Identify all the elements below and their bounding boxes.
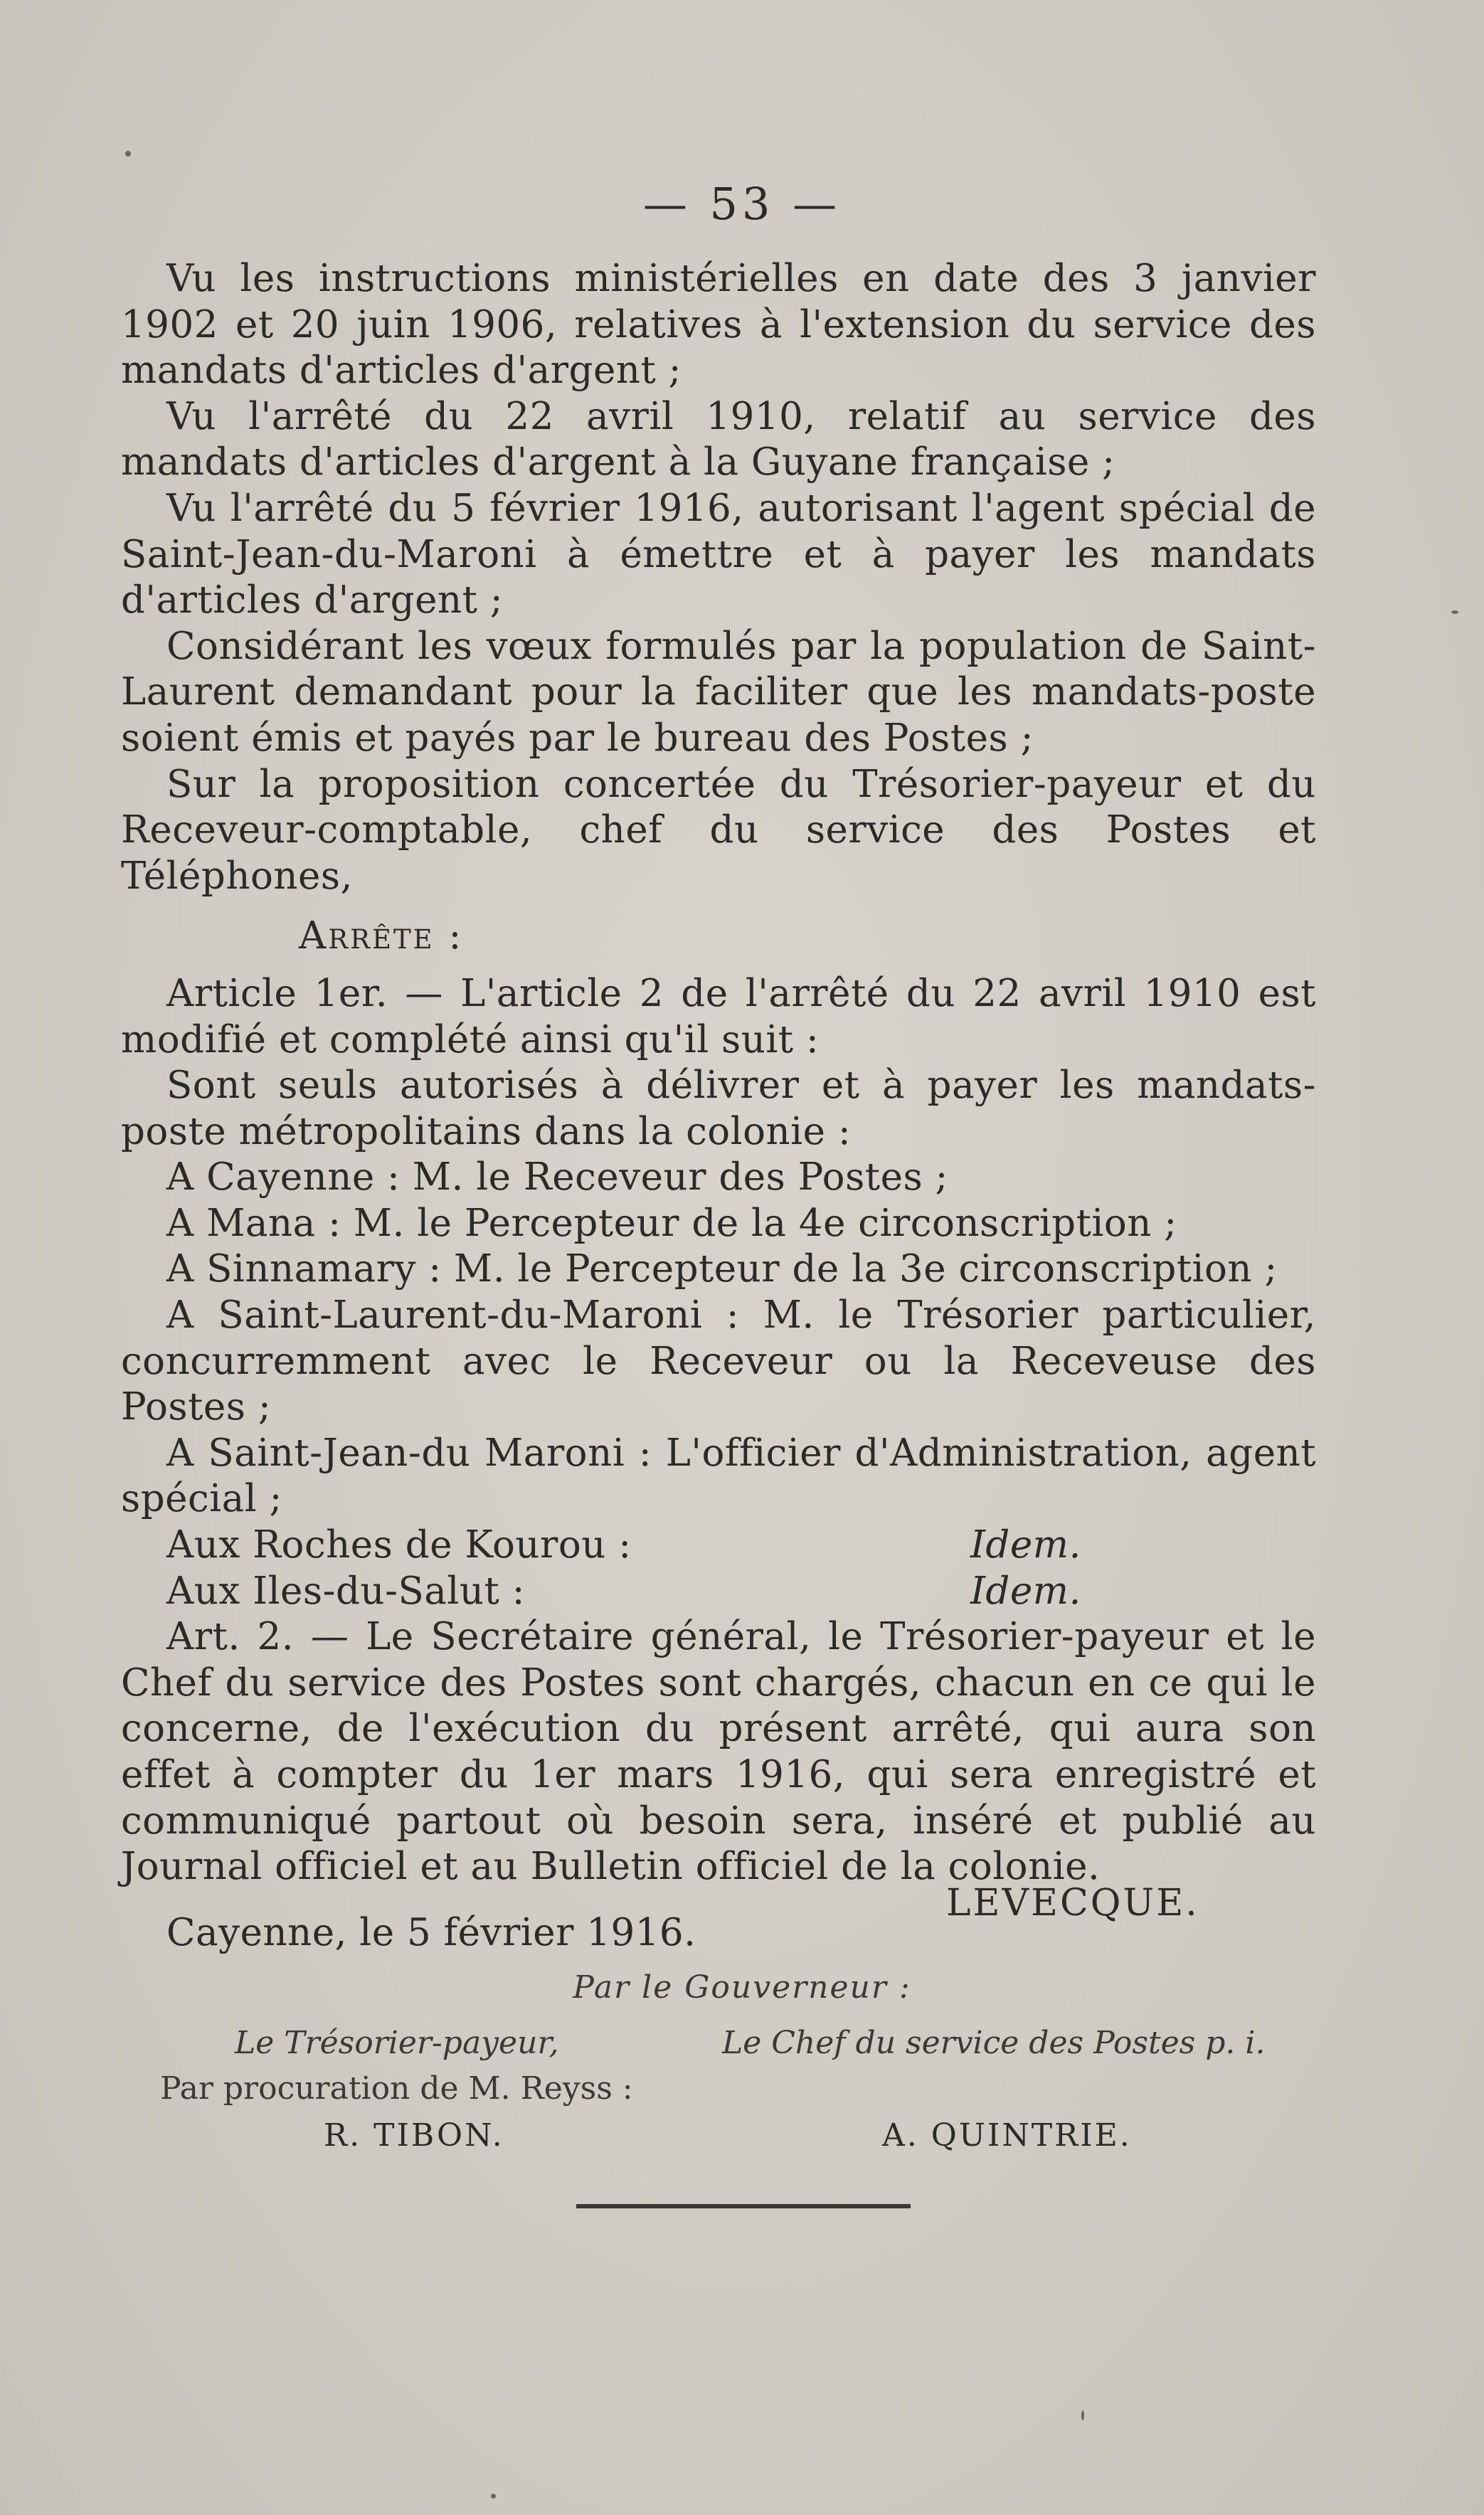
place-label: Aux Roches de Kourou : [166, 1523, 632, 1567]
list-item-iles-du-salut [121, 1569, 1316, 1615]
idem-label: Idem. [970, 1523, 1081, 1567]
idem-label: Idem. [970, 1569, 1081, 1613]
paragraph-vu-instructions: Vu les instructions ministérielles en date des 3 janvier 1902 et 20 juin 1906, relatives à l'extension du service des mandats d'articles d'argent ; [121, 257, 1316, 393]
list-item-cayenne: A Cayenne : M. le Receveur des Postes ; [166, 1155, 948, 1200]
paper-speck [491, 2494, 496, 2499]
paragraph-considerant: Considérant les vœux formulés par la population de Saint-Laurent demandant pour la faciliter que les mandats-poste soient émis et payés par le bureau des Postes ; [121, 624, 1316, 760]
date-line: Cayenne, le 5 février 1916. [166, 1910, 696, 1954]
tresorier-name: R. TIBON. [324, 2117, 504, 2154]
paragraph-proposition: Sur la proposition concertée du Trésorier-payeur et du Receveur-comptable, chef du service des Postes et Téléphones, [121, 762, 1316, 898]
paper-speck [1451, 610, 1458, 614]
par-le-gouverneur: Par le Gouverneur : [573, 1969, 911, 2006]
place-label: Aux Iles-du-Salut : [166, 1569, 525, 1613]
paragraph-vu-arrete-1916: Vu l'arrêté du 5 février 1916, autorisant l'agent spécial de Saint-Jean-du-Maroni à émettre et à payer les mandats d'articles d'argent ; [121, 486, 1316, 623]
chef-postes-name: A. QUINTRIE. [882, 2117, 1132, 2154]
procuration-line: Par procuration de M. Reyss : [160, 2070, 633, 2107]
list-item-mana: A Mana : M. le Percepteur de la 4e circonscription ; [166, 1201, 1177, 1245]
list-item-sinnamary: A Sinnamary : M. le Percepteur de la 3e circonscription ; [166, 1247, 1278, 1291]
paragraph-vu-arrete-1910: Vu l'arrêté du 22 avril 1910, relatif au service des mandats d'articles d'argent à la Guyane française ; [121, 394, 1316, 485]
chef-postes-title: Le Chef du service des Postes p. i. [722, 2025, 1266, 2061]
closing-rule [576, 2204, 911, 2208]
paragraph-article-1: Article 1er. — L'article 2 de l'arrêté du 22 avril 1910 est modifié et complété ainsi qu'il suit : [121, 971, 1316, 1061]
paper-speck [125, 151, 131, 157]
list-item-saint-laurent: A Saint-Laurent-du-Maroni : M. le Trésorier particulier, concurremment avec le Receveur ou la Receveuse des Postes ; [121, 1293, 1316, 1429]
page-number: — 53 — [642, 178, 842, 230]
decree-body [121, 256, 1316, 1956]
list-item-saint-jean: A Saint-Jean-du Maroni : L'officier d'Administration, agent spécial ; [121, 1431, 1316, 1521]
arrete-heading: Arrête : [299, 914, 464, 958]
governor-signature: LEVECQUE. [946, 1882, 1199, 1924]
paper-speck [1081, 2410, 1084, 2420]
list-item-roches-de-kourou [121, 1523, 1316, 1569]
paragraph-article-2: Art. 2. — Le Secrétaire général, le Trésorier-payeur et le Chef du service des Postes sont chargés, chacun en ce qui le concerne, de l'exécution du présent arrêté, qui aura son effet à compter du 1er mars 1916, qui sera enregistré et communiqué partout où besoin sera, inséré et publié au Journal officiel et au Bulletin officiel de la colonie. [121, 1615, 1316, 1889]
tresorier-title: Le Trésorier-payeur, [235, 2025, 559, 2061]
paragraph-sont-seuls: Sont seuls autorisés à délivrer et à payer les mandats-poste métropolitains dans la colonie : [121, 1064, 1316, 1153]
